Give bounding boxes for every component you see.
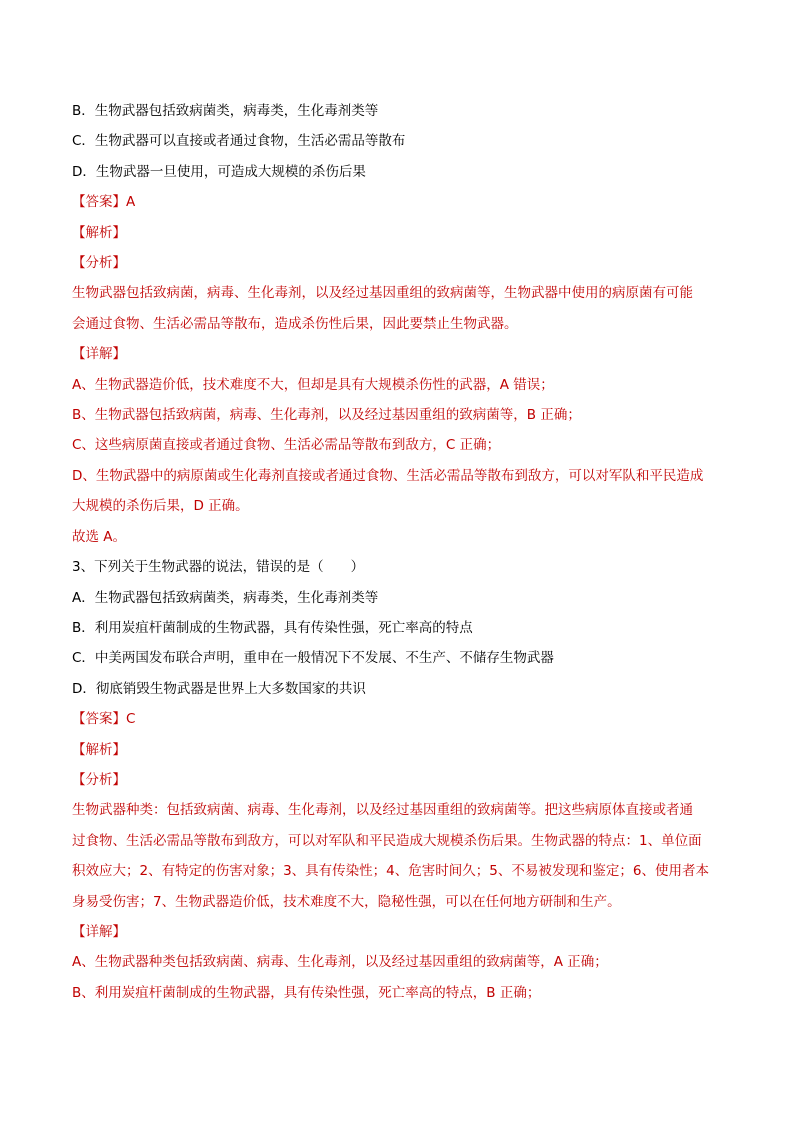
q3-option-d: D．彻底销毁生物武器是世界上大多数国家的共识 xyxy=(72,680,366,697)
q3-xiangjie-b: B、利用炭疽杆菌制成的生物武器，具有传染性强，死亡率高的特点，B 正确； xyxy=(72,984,541,1001)
answer-value: C xyxy=(126,711,136,728)
answer-label: 【答案】 xyxy=(72,194,126,211)
q2-jiexi-label: 【解析】 xyxy=(72,224,126,241)
q2-fenxi-line: 生物武器包括致病菌，病毒、生化毒剂，以及经过基因重组的致病菌等，生物武器中使用的病原菌有可能 xyxy=(72,285,693,302)
q3-answer xyxy=(72,704,732,734)
q3-xiangjie-a: A、生物武器种类包括致病菌、病毒、生化毒剂，以及经过基因重组的致病菌等，A 正确； xyxy=(72,954,608,971)
q3-option-c: C．中美两国发布联合声明，重申在一般情况下不发展、不生产、不储存生物武器 xyxy=(72,650,554,667)
q2-fenxi-line: 会通过食物、生活必需品等散布，造成杀伤性后果，因此要禁止生物武器。 xyxy=(72,315,518,332)
q2-xiangjie-c: C、这些病原菌直接或者通过食物、生活必需品等散布到敌方，C 正确； xyxy=(72,437,501,454)
answer-label: 【答案】 xyxy=(72,711,126,728)
q2-xiangjie-d: 大规模的杀伤后果，D 正确。 xyxy=(72,498,249,515)
answer-value: A xyxy=(126,194,136,211)
q2-xiangjie-a: A、生物武器造价低，技术难度不大，但却是具有大规模杀伤性的武器，A 错误； xyxy=(72,376,554,393)
q3-fenxi-line: 生物武器种类：包括致病菌、病毒、生化毒剂，以及经过基因重组的致病菌等。把这些病原体直接或者通 xyxy=(72,802,693,819)
q3-fenxi-label: 【分析】 xyxy=(72,771,126,788)
document-page xyxy=(72,96,732,1008)
q2-fenxi-label: 【分析】 xyxy=(72,255,126,272)
q2-xiangjie-b: B、生物武器包括致病菌，病毒、生化毒剂，以及经过基因重组的致病菌等，B 正确； xyxy=(72,407,581,424)
q2-option-c: C．生物武器可以直接或者通过食物，生活必需品等散布 xyxy=(72,133,406,150)
q3-xiangjie-label: 【详解】 xyxy=(72,923,126,940)
q3-option-a: A．生物武器包括致病菌类，病毒类，生化毒剂类等 xyxy=(72,589,379,606)
q3-fenxi-line: 身易受伤害；7、生物武器造价低，技术难度不大，隐秘性强，可以在任何地方研制和生产。 xyxy=(72,893,621,910)
q2-conclusion: 故选 A。 xyxy=(72,528,127,545)
q3-option-b: B．利用炭疽杆菌制成的生物武器，具有传染性强，死亡率高的特点 xyxy=(72,619,473,636)
q2-answer xyxy=(72,187,732,217)
q3-fenxi-line: 过食物、生活必需品等散布到敌方，可以对军队和平民造成大规模杀伤后果。生物武器的特点：1、单位面 xyxy=(72,832,702,849)
q3-question: 3、下列关于生物武器的说法，错误的是（ ） xyxy=(72,559,365,576)
q2-option-b: B．生物武器包括致病菌类，病毒类，生化毒剂类等 xyxy=(72,103,379,119)
q2-xiangjie-label: 【详解】 xyxy=(72,346,126,363)
q3-jiexi-label: 【解析】 xyxy=(72,741,126,758)
q2-option-d: D．生物武器一旦使用，可造成大规模的杀伤后果 xyxy=(72,163,366,180)
q3-fenxi-line: 积效应大；2、有特定的伤害对象；3、具有传染性；4、危害时间久；5、不易被发现和鉴定；6、使用者本 xyxy=(72,863,709,880)
q2-xiangjie-d: D、生物武器中的病原菌或生化毒剂直接或者通过食物、生活必需品等散布到敌方，可以对军队和平民造成 xyxy=(72,467,704,484)
